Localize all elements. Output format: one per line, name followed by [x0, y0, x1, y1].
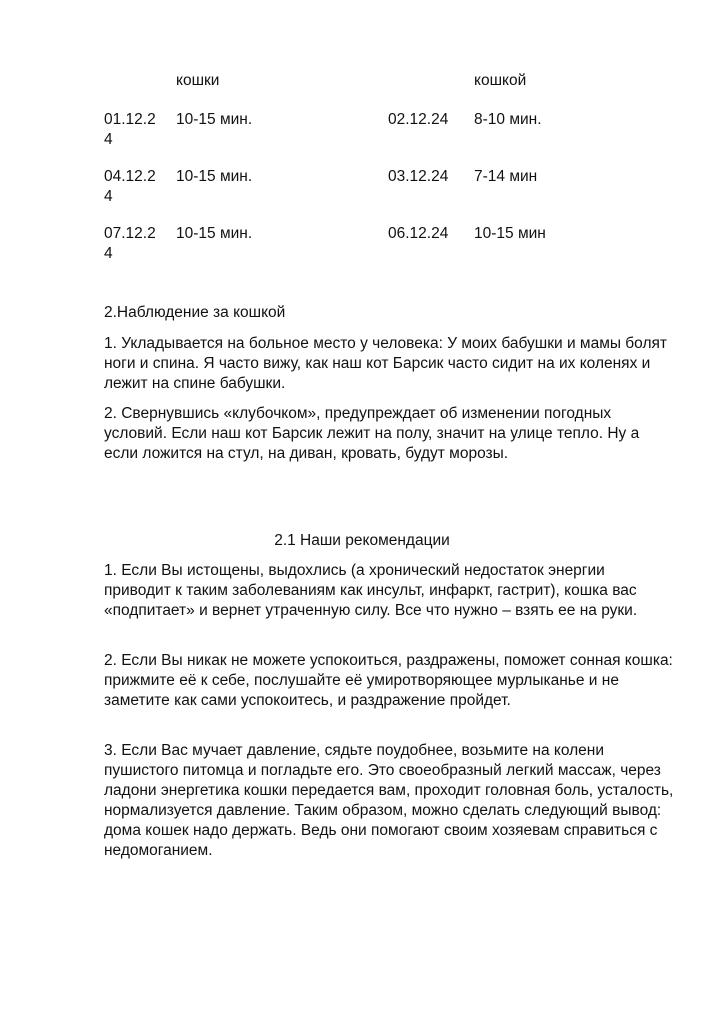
table-row-3-right-date: 06.12.24: [388, 225, 449, 242]
table-row-3-right-time: 10-15 мин: [474, 225, 546, 242]
table-row-1-right-date: 02.12.24: [388, 111, 449, 128]
table-row-2-left-date: 04.12.24: [104, 168, 156, 205]
table-row-1-left-time: 10-15 мин.: [176, 111, 253, 128]
table-row-2-right-date: 03.12.24: [388, 168, 449, 185]
section-2-paragraph-2: 2. Свернувшись «клубочком», предупреждает об изменении погодных условий. Если наш кот Барсик лежит на полу, значит на улице тепло. Ну а если ложится на стул, на диван, кровать, будут морозы.: [104, 405, 640, 462]
table-header-right: кошкой: [474, 72, 527, 89]
table-row-1-left-date: 01.12.24: [104, 111, 156, 148]
table-row-2-right-time: 7-14 мин: [474, 168, 538, 185]
table-row-3-left-date: 07.12.24: [104, 225, 156, 262]
table-header-left: кошки: [176, 72, 220, 89]
table-row-1-right-time: 8-10 мин.: [474, 111, 542, 128]
section-2-paragraph-1: 1. Укладывается на больное место у человека: У моих бабушки и мамы болят ноги и спина. Я часто вижу, как наш кот Барсик часто сидит на их коленях и лежит на спине бабушки.: [104, 335, 668, 392]
table-row-2-left-time: 10-15 мин.: [176, 168, 253, 185]
section-2-title: 2.Наблюдение за кошкой: [104, 304, 286, 321]
section-2-1-title: 2.1 Наши рекомендации: [274, 532, 450, 549]
section-2-1-paragraph-3: 3. Если Вас мучает давление, сядьте поудобнее, возьмите на колени пушистого питомца и погладьте его. Это своеобразный легкий массаж, через ладони энергетика кошки передается вам, проходит головная боль, усталость, нормализуется давление. Таким образом, можно сделать следующий вывод: дома кошек надо держать. Ведь они помогают своим хозяевам справиться с недомоганием.: [104, 742, 674, 859]
table-row-3-left-time: 10-15 мин.: [176, 225, 253, 242]
section-2-1-paragraph-1: 1. Если Вы истощены, выдохлись (а хронический недостаток энергии приводит к таким заболеваниям как инсульт, инфаркт, гастрит), кошка вас «подпитает» и вернет утраченную силу. Все что нужно – взять ее на руки.: [104, 562, 638, 619]
section-2-1-paragraph-2: 2. Если Вы никак не можете успокоиться, раздражены, поможет сонная кошка: прижмите её к себе, послушайте её умиротворяющее мурлыканье и не заметите как сами успокоитесь, и раздражение пройдет.: [104, 652, 673, 709]
